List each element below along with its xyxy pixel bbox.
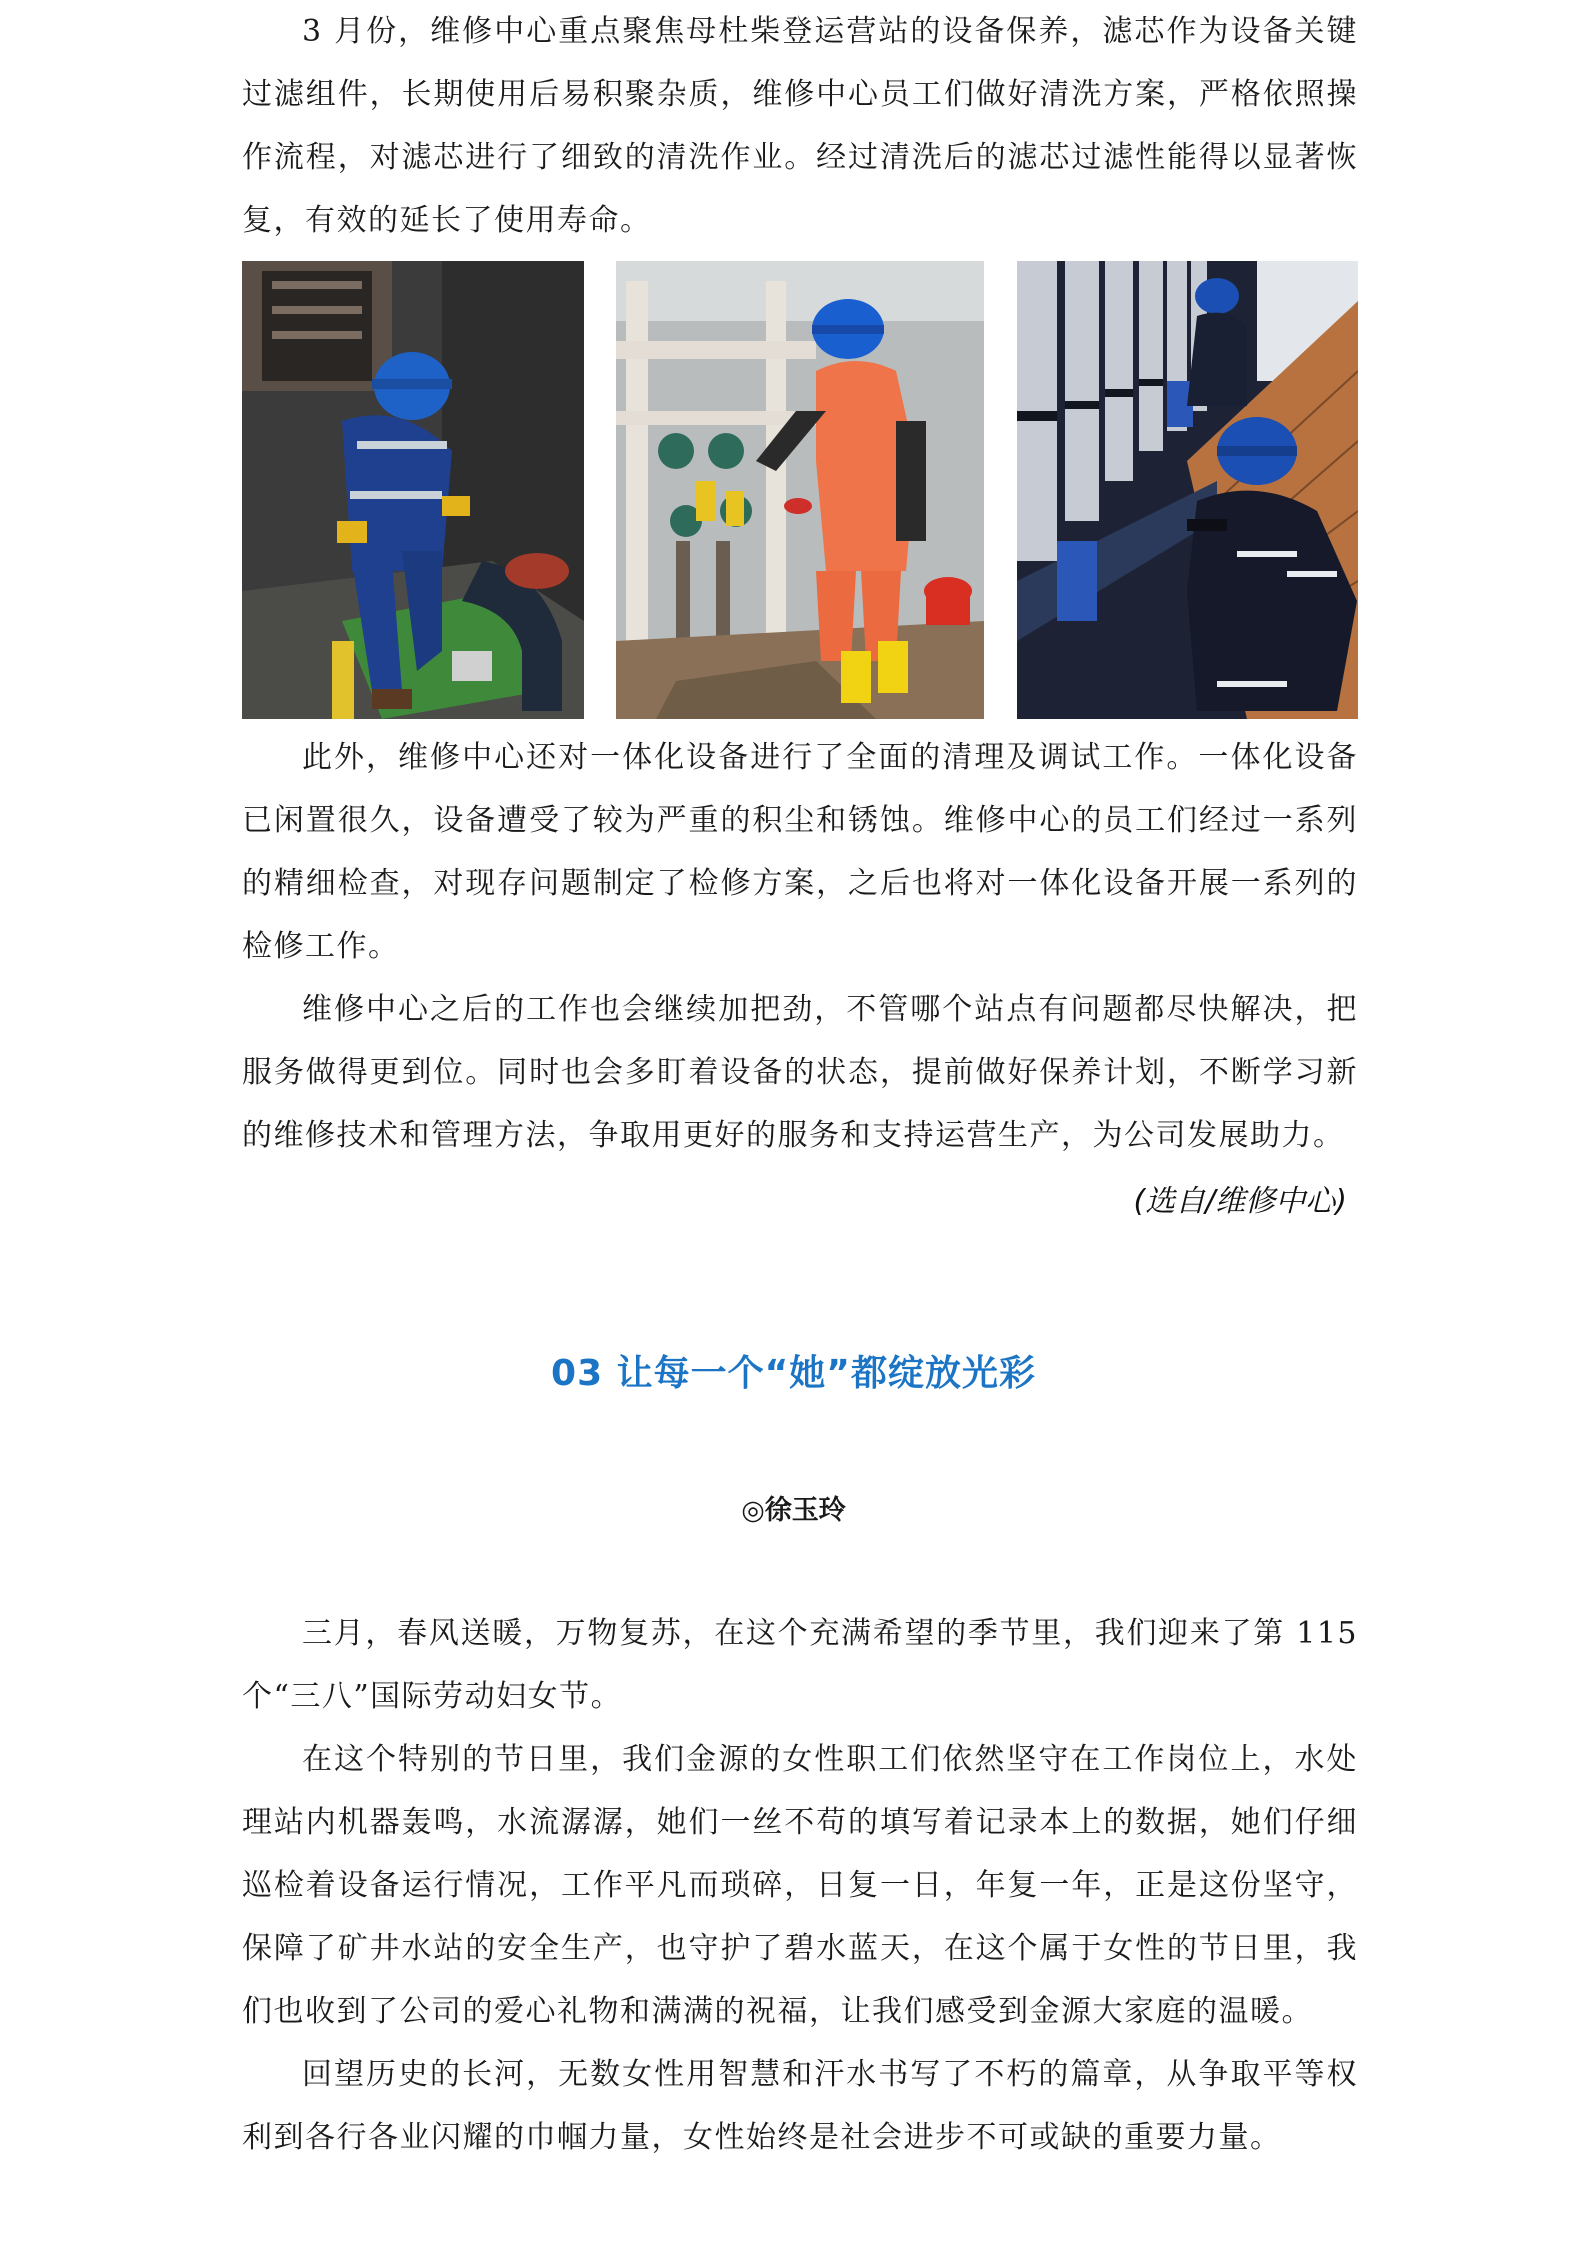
article2-author: ◎徐玉玲: [741, 1495, 846, 1526]
article1-paragraph-3: 维修中心之后的工作也会继续加把劲，不管哪个站点有问题都尽快解决，把服务做得更到位。同时也会多盯着设备的状态，提前做好保养计划，不断学习新的维修技术和管理方法，争取用更好的服务和支持运营生产，为公司发展助力。: [242, 992, 1358, 1153]
article1-source: (选自/维修中心): [1133, 1184, 1347, 1219]
article2-paragraph-2: 在这个特别的节日里，我们金源的女性职工们依然坚守在工作岗位上，水处理站内机器轰鸣，水流潺潺，她们一丝不苟的填写着记录本上的数据，她们仔细巡检着设备运行情况，工作平凡而琐碎，日复一日，年复一年，正是这份坚守，保障了矿井水站的安全生产，也守护了碧水蓝天，在这个属于女性的节日里，我们也收到了公司的爱心礼物和满满的祝福，让我们感受到金源大家庭的温暖。: [242, 1742, 1358, 2029]
photo-strip: [242, 261, 1358, 719]
photo-workers-filter-rows: [1017, 261, 1358, 719]
article1-paragraph-1: 3 月份，维修中心重点聚焦母杜柴登运营站的设备保养，滤芯作为设备关键过滤组件，长期使用后易积聚杂质，维修中心员工们做好清洗方案，严格依照操作流程，对滤芯进行了细致的清洗作业。经过清洗后的滤芯过滤性能得以显著恢复，有效的延长了使用寿命。: [242, 14, 1358, 238]
photo-worker-blue-cleaning: [242, 261, 584, 719]
photo-worker-orange-suit: [616, 261, 984, 719]
article2-paragraph-1: 三月，春风送暖，万物复苏，在这个充满希望的季节里，我们迎来了第 115 个“三八”国际劳动妇女节。: [242, 1616, 1358, 1714]
article2-paragraph-3: 回望历史的长河，无数女性用智慧和汗水书写了不朽的篇章，从争取平等权利到各行各业闪耀的巾帼力量，女性始终是社会进步不可或缺的重要力量。: [242, 2057, 1358, 2155]
section-title: 03 让每一个“她”都绽放光彩: [551, 1353, 1036, 1394]
article1-paragraph-2: 此外，维修中心还对一体化设备进行了全面的清理及调试工作。一体化设备已闲置很久，设备遭受了较为严重的积尘和锈蚀。维修中心的员工们经过一系列的精细检查，对现存问题制定了检修方案，之后也将对一体化设备开展一系列的检修工作。: [242, 740, 1358, 964]
